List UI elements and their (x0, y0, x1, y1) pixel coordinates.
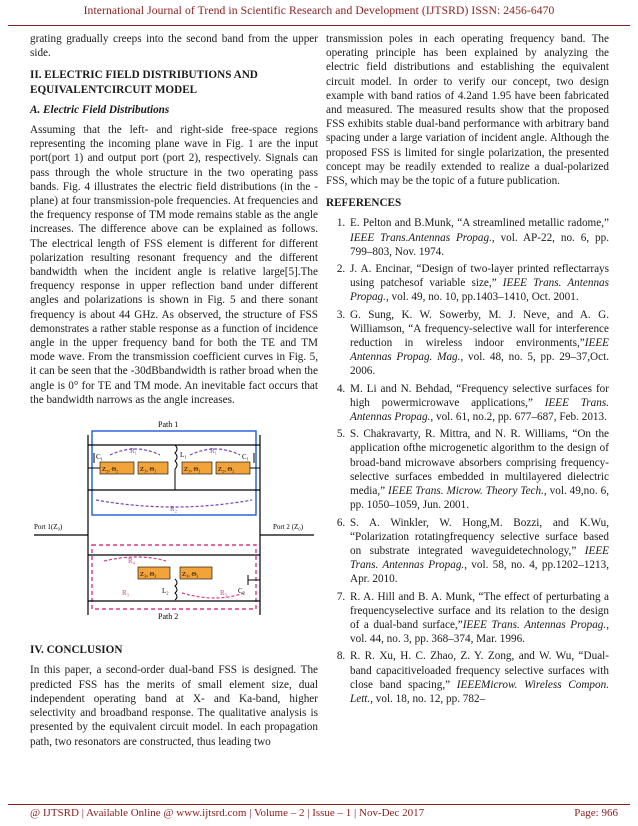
r2-label: R₂ (170, 505, 178, 514)
reference-list (326, 216, 609, 706)
reference-item: 7. R. A. Hill and B. A. Munk, “The effect of perturbating a frequencyselective surface and its relation to the design of a dual-band surface,”IEEE Trans. Antennas Propag., vol. 44, no. 3, pp. 368–374, Mar. 1996. (348, 590, 609, 647)
r4-label: R₄ (128, 557, 136, 566)
intro-paragraph: grating gradually creeps into the second band from the upper side. (30, 33, 318, 60)
port-2-label: Port 2 (Z₀) (273, 523, 304, 532)
z-bottom-1: Z₃, Θ₃ (182, 571, 199, 579)
r1-left-label: R₁ (130, 447, 138, 456)
z-top-1: Z₁, Θ₁ (140, 466, 157, 474)
journal-header: International Journal of Trend in Scientific Research and Development (IJTSRD) ISSN: 2456-6470 (83, 4, 555, 17)
section-4-heading: IV. CONCLUSION (30, 644, 123, 657)
section-2-heading: II. ELECTRIC FIELD DISTRIBUTIONS AND EQUIVALENTCIRCUIT MODEL (30, 69, 258, 96)
page-footer (30, 807, 618, 819)
path-2-label: Path 2 (158, 612, 179, 622)
r1-right-label: R₁ (210, 447, 218, 456)
r3-left-label: R₃ (122, 589, 130, 598)
c2-label: C₂ (238, 587, 246, 596)
reference-item: 6. S. A. Winkler, W. Hong,M. Bozzi, and K.Wu, “Polarization rotatingfrequency selective surface based on substrate integrated waveguidetechnology,” IEEE Trans. Antennas Propag., vol. 58, no. 4, pp.1202–1213, Apr. 2010. (348, 516, 609, 587)
page-number: Page: 966 (574, 807, 618, 819)
reference-item: 8. R. R. Xu, H. C. Zhao, Z. Y. Zong, and W. Wu, “Dual-band capacitiveloaded frequency selective surfaces with close band spacing,” IEEEMicrow. Wireless Compon. Lett., vol. 18, no. 12, pp. 782– (348, 649, 609, 706)
equivalent-circuit-figure (30, 415, 318, 623)
l2-label: L₂ (162, 587, 169, 596)
subsection-a-heading: A. Electric Field Distributions (30, 103, 170, 116)
footer-divider (8, 804, 630, 805)
z-top-2: Z₁, Θ₁ (184, 466, 201, 474)
z-bottom-0: Z₃, Θ₃ (140, 571, 157, 579)
reference-item: 2. J. A. Encinar, “Design of two-layer printed reflectarrays using patchesof variable size,” IEEE Trans. Antennas Propag., vol. 49, no. 10, pp.1403–1410, Oct. 2001. (348, 262, 609, 305)
footer-journal-info: @ IJTSRD | Available Online @ www.ijtsrd.com | Volume – 2 | Issue – 1 | Nov-Dec 2017 (30, 807, 425, 819)
references-heading: REFERENCES (326, 197, 402, 210)
c1-left-label: C₁ (96, 453, 104, 462)
path-1-label: Path 1 (158, 420, 179, 430)
conclusion-continued-paragraph: transmission poles in each operating frequency band. The operating principle has been explained by analyzing the electric field distributions and establishing the equivalent circuit model. In order to verify our concept, two design example with band ratios of 4.2and 1.95 have been fabricated and measured. The measured results show that the proposed FSS exhibits stable dual-band performance with arbitrary band spacing under a large variation of incident angle. Although the proposed FSS is limited for single polarization, the presented concept may be readily extended to realize a dual-polarized FSS, which may be the topic of a future publication. (326, 33, 609, 188)
reference-item: 5. S. Chakravarty, R. Mittra, and N. R. Williams, “On the application ofthe microgenetic algorithm to the design of broad-band microwave absorbers comprising frequency-selective surfaces embedded in multilayered dielectric media,” IEEE Trans. Microw. Theory Tech., vol. 49,no. 6, pp. 1050–1059, Jun. 2001. (348, 427, 609, 512)
reference-item: 1. E. Pelton and B.Munk, “A streamlined metallic radome,” IEEE Trans.Antennas Propag., vol. AP-22, no. 6, pp. 799–803, Nov. 1974. (348, 216, 609, 259)
field-distribution-paragraph: Assuming that the left- and right-side free-space regions representing the incoming plane wave in Fig. 1 are the input port(port 1) and output port (port 2), respectively. Signals can pass through the whole structure in the two operating pass bands. Fig. 4 illustrates the electric field distributions (in the -plane) at four transmission-pole frequencies. At frequencies and the frequency response of TM mode remains stable as the angle increases. The difference above can be explained as follows. The electrical length of FSS element is different for different polarization resulting resonant frequency and the different bandwidth when the incident angle is relative large[5].The frequency response in upper reflection band under different angles and polarizations is shown in Fig. 5 and there sonant frequency is about 44 GHz. As observed, the structure of FSS demonstrates a rather stable response as a function of incidence angle in the upper frequency band for both the TE and TM mode wave. From the transmission coefficient curves in Fig. 5, it can be seen that the -30dBbandwidth is rather broad when the angle is 0° for TE and TM mode. An inevitable fact occurs that the bandwidth narrows as the angle increases. (30, 124, 318, 406)
header-divider (8, 25, 630, 26)
reference-item: 3. G. Sung, K. W. Sowerby, M. J. Neve, and A. G. Williamson, “A frequency-selective wall for interference reduction in wireless indoor environments,”IEEE Antennas Propag. Mag., vol. 48, no. 5, pp. 29–37,Oct. 2006. (348, 308, 609, 379)
l1-label: L₁ (180, 451, 187, 460)
port-1-label: Port 1(Z₀) (34, 523, 63, 532)
c1-right-label: C₁ (242, 453, 250, 462)
r3-right-label: R₃ (220, 589, 228, 598)
z-top-3: Z₂, Θ₂ (218, 466, 235, 474)
z-top-0: Z₂, Θ₂ (102, 466, 119, 474)
conclusion-paragraph: In this paper, a second-order dual-band FSS is designed. The predicted FSS has the merits of small element size, dual independent operating band at X- and Ka-band, higher selectivity and broadband response. The qualitative analysis is presented by the equivalent circuit model. In each propagation path, two resonators are constructed, thus leading two (30, 664, 318, 748)
reference-item: 4. M. Li and N. Behdad, “Frequency selective surfaces for high powermicrowave applications,” IEEE Trans. Antennas Propag., vol. 61, no.2, pp. 677–687, Feb. 2013. (348, 382, 609, 425)
left-column (30, 32, 318, 755)
right-column (326, 32, 609, 709)
